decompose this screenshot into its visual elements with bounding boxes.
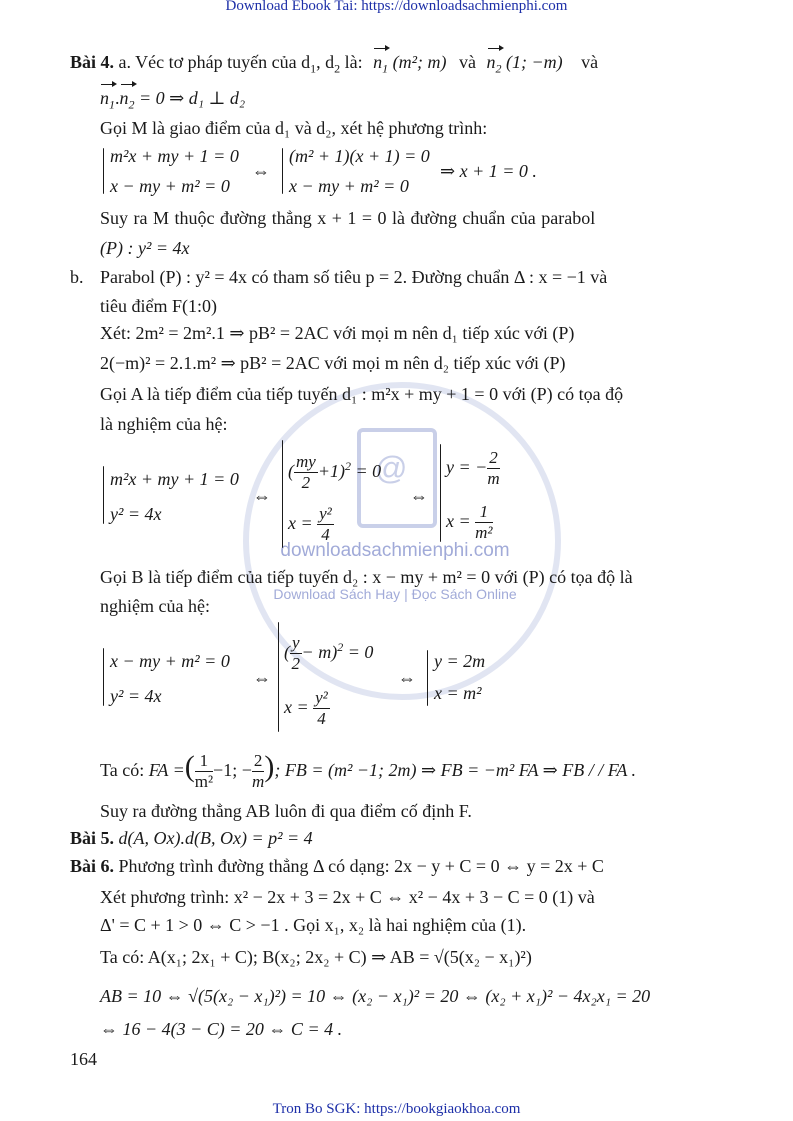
brace (427, 650, 428, 706)
bai6-text: Phương trình đường thẳng Δ có dạng: 2x − y + C = 0 ⇔ y = 2x + C (118, 856, 604, 876)
page-number: 164 (70, 1049, 97, 1069)
brace (278, 622, 279, 732)
sysA-res-y (446, 444, 500, 490)
plus: +1 (317, 461, 339, 481)
bai6-final: ⇔ 16 − 4(3 − C) = 20 ⇔ C = 4 . (100, 1019, 343, 1039)
sysB-row1: ( $\frac{y}{2}$ − m)$^2$ = 0 (284, 633, 374, 674)
vector-n1-value: (m²; m) (392, 52, 447, 72)
frac-den: m² (194, 772, 214, 792)
frac (290, 633, 302, 674)
frac-num: 2 (253, 751, 263, 771)
bai4-b-text: Parabol (P) : y² = 4x có tham số tiêu p = 2. Đường chuẩn Δ : x = −1 và (100, 267, 608, 287)
sysB-res-y: y = 2m (434, 651, 486, 671)
res-x: x = (446, 511, 471, 531)
bai4-b-focus: tiêu điểm F(1:0) (100, 296, 217, 316)
brace (103, 648, 104, 706)
bai4-a-intro-mid: , d (316, 52, 335, 72)
dp-result: = 0 ⇒ d₁ ⊥ d₂ (139, 88, 246, 108)
frac-den: 4 (317, 709, 326, 729)
bai6-ta-co: Ta có: A(x₁; 2x₁ + C); B(x₂; 2x₂ + C) ⇒ AB = √(5(x₂ − x₁)²) (100, 947, 532, 967)
sysB-res-x: x = m² (434, 683, 482, 703)
vector-n2-value: (1; −m) (506, 52, 563, 72)
bai6 (70, 855, 604, 877)
equiv-symbol: ⇔ (398, 668, 416, 688)
bai4-and2: và (581, 52, 599, 72)
equiv-symbol: ⇔ (252, 161, 270, 181)
footer-sgk-link[interactable] (0, 1101, 793, 1118)
book-at-icon: @ (357, 428, 437, 528)
sys1-eq3: (m² + 1)(x + 1) = 0 (289, 146, 430, 166)
equiv-symbol: ⇔ (253, 668, 271, 688)
brace (103, 466, 104, 524)
bai4-ta-co-FA: Ta có: FA =( $\frac{1}{\text{m²}}$ −1; − $\frac{2}{m}$ ); FB = (m² −1; 2m) ⇒ FB = −m² FA ⇒ FB / / FA . (100, 750, 637, 792)
bai4-xet2: 2(−m)² = 2.1.m² ⇒ pB² = 2AC với mọi m nên d₂ tiếp xúc với (P) (100, 353, 566, 373)
sysB-eq2: y² = 4x (110, 686, 162, 706)
brace (440, 444, 441, 542)
frac (487, 448, 500, 489)
bai5-label: Bài 5. (70, 828, 115, 848)
frac-num: my (296, 452, 316, 472)
bai5-text: d(A, Ox).d(B, Ox) = p² = 4 (118, 828, 313, 848)
dp-n2: $n_2$ (120, 87, 135, 116)
frac-num: 2 (489, 448, 498, 468)
bai4-dot-product: $n_1.n_2 = 0$ ⇒ d₁ ⊥ d₂ (100, 87, 245, 116)
equiv-symbol: ⇔ (410, 486, 428, 506)
vector-n2-symbol: $n_2$ (487, 51, 502, 80)
sysA-row1: ( $\frac{my}{2}$ +1)$^2$ = 0 (288, 452, 382, 493)
frac (317, 504, 334, 545)
footer-url[interactable]: https://bookgiaokhoa.com (364, 1101, 521, 1117)
minus: − m (301, 642, 332, 662)
frac (313, 688, 330, 729)
x-eq: x = (284, 697, 309, 717)
bai4-nghiem-A: là nghiệm của hệ: (100, 414, 228, 434)
frac-den: m (487, 469, 500, 489)
brace (282, 148, 283, 194)
watermark-site: downloadsachmienphi.com (280, 540, 510, 561)
sysA-eq2: y² = 4x (110, 504, 162, 524)
sys1-eq1: m²x + my + 1 = 0 (110, 146, 239, 166)
bai4-and: và (459, 52, 477, 72)
bai4-nghiem-B: nghiệm của hệ: (100, 596, 210, 616)
frac-den: m² (475, 523, 493, 543)
sysB-eq1: x − my + m² = 0 (110, 651, 230, 671)
bai4-suy-ra-2: Suy ra đường thẳng AB luôn đi qua điểm cố định F. (100, 801, 472, 821)
bai4-a-intro-end: là: (344, 52, 363, 72)
frac-num: 1 (475, 502, 492, 523)
x-eq: x = (288, 513, 313, 533)
header-download-link[interactable] (0, 0, 793, 15)
sysA-res-x (446, 498, 493, 544)
bai6-ab: AB = 10 ⇔ √(5(x₂ − x₁)²) = 10 ⇔ (x₂ − x₁)² = 20 ⇔ (x₂ + x₁)² − 4x₂x₁ = 20 (100, 986, 651, 1006)
bai5 (70, 827, 313, 849)
bai4-suy-ra-1: Suy ra M thuộc đường thẳng x + 1 = 0 là đường chuẩn của parabol (100, 208, 596, 228)
sys1-eq2: x − my + m² = 0 (110, 176, 230, 196)
bai6-xet: Xét phương trình: x² − 2x + 3 = 2x + C ⇔ x² − 4x + 3 − C = 0 (1) và (100, 887, 595, 907)
FB-eq: ; FB = (m² −1; 2m) ⇒ FB = −m² FA ⇒ FB / / FA . (274, 760, 637, 780)
dp-n1: $n_1$ (100, 87, 115, 116)
bai4-goi-A: Gọi A là tiếp điểm của tiếp tuyến d₁ : m²x + my + 1 = 0 với (P) có tọa độ (100, 384, 624, 404)
frac-den: 2 (301, 473, 311, 493)
bai4-line1: Bài 4. a. Véc tơ pháp tuyến của $d_1$, $d_2$ là: $n_1$ (m²; m) và $n_2$ (1; −m) và (70, 51, 598, 80)
bai6-delta: Δ' = C + 1 > 0 ⇔ C > −1 . Gọi x₁, x₂ là hai nghiệm của (1). (100, 915, 527, 935)
eq: = 0 (355, 461, 382, 481)
frac (252, 751, 265, 792)
frac (475, 502, 492, 543)
frac-den: 4 (321, 525, 330, 545)
bai4-goi-B: Gọi B là tiếp điểm của tiếp tuyến d₂ : x − my + m² = 0 với (P) có tọa độ là (100, 567, 633, 587)
frac-num: y² (319, 504, 332, 524)
watermark-tagline: Download Sách Hay | Đọc Sách Online (273, 586, 517, 602)
brace (282, 440, 283, 548)
frac (195, 751, 213, 792)
bai4-xet1: Xét: 2m² = 2m².1 ⇒ pB² = 2AC với mọi m nên d₁ tiếp xúc với (P) (100, 323, 575, 343)
bai4-parabol: (P) : y² = 4x (100, 238, 190, 258)
frac-num: y (292, 633, 300, 653)
ta-co-label: Ta có: (100, 760, 145, 780)
frac-den: m (251, 772, 265, 792)
bai4-b-label: b. (70, 267, 84, 287)
sys1-result: ⇒ x + 1 = 0 . (440, 161, 537, 181)
FA-eq: FA = (148, 760, 185, 780)
vector-n1-symbol: $n_1$ (373, 51, 388, 80)
sysA-row2 (288, 500, 334, 546)
frac-num: 1 (195, 751, 213, 772)
bai6-label: Bài 6. (70, 856, 115, 876)
bai4-a-intro: a. Véc tơ pháp tuyến của d (118, 52, 311, 72)
res-y: y = − (446, 457, 488, 477)
brace (103, 148, 104, 194)
sys1-eq4: x − my + m² = 0 (289, 176, 409, 196)
eq: = 0 (347, 642, 374, 662)
bai4-label: Bài 4. (70, 52, 115, 72)
frac-num: y² (315, 688, 328, 708)
FA-mid: −1; − (213, 760, 252, 780)
frac (294, 452, 318, 493)
frac-den: 2 (291, 654, 301, 674)
footer-prefix: Tron Bo SGK: (272, 1101, 365, 1117)
header-url[interactable]: https://downloadsachmienphi.com (361, 0, 568, 14)
sysA-eq1: m²x + my + 1 = 0 (110, 469, 239, 489)
sysB-row2 (284, 684, 330, 730)
equiv-symbol: ⇔ (253, 486, 271, 506)
header-prefix: Download Ebook Tai: (225, 0, 362, 14)
bai4-text-M: Gọi M là giao điểm của d₁ và d₂, xét hệ phương trình: (100, 118, 488, 138)
